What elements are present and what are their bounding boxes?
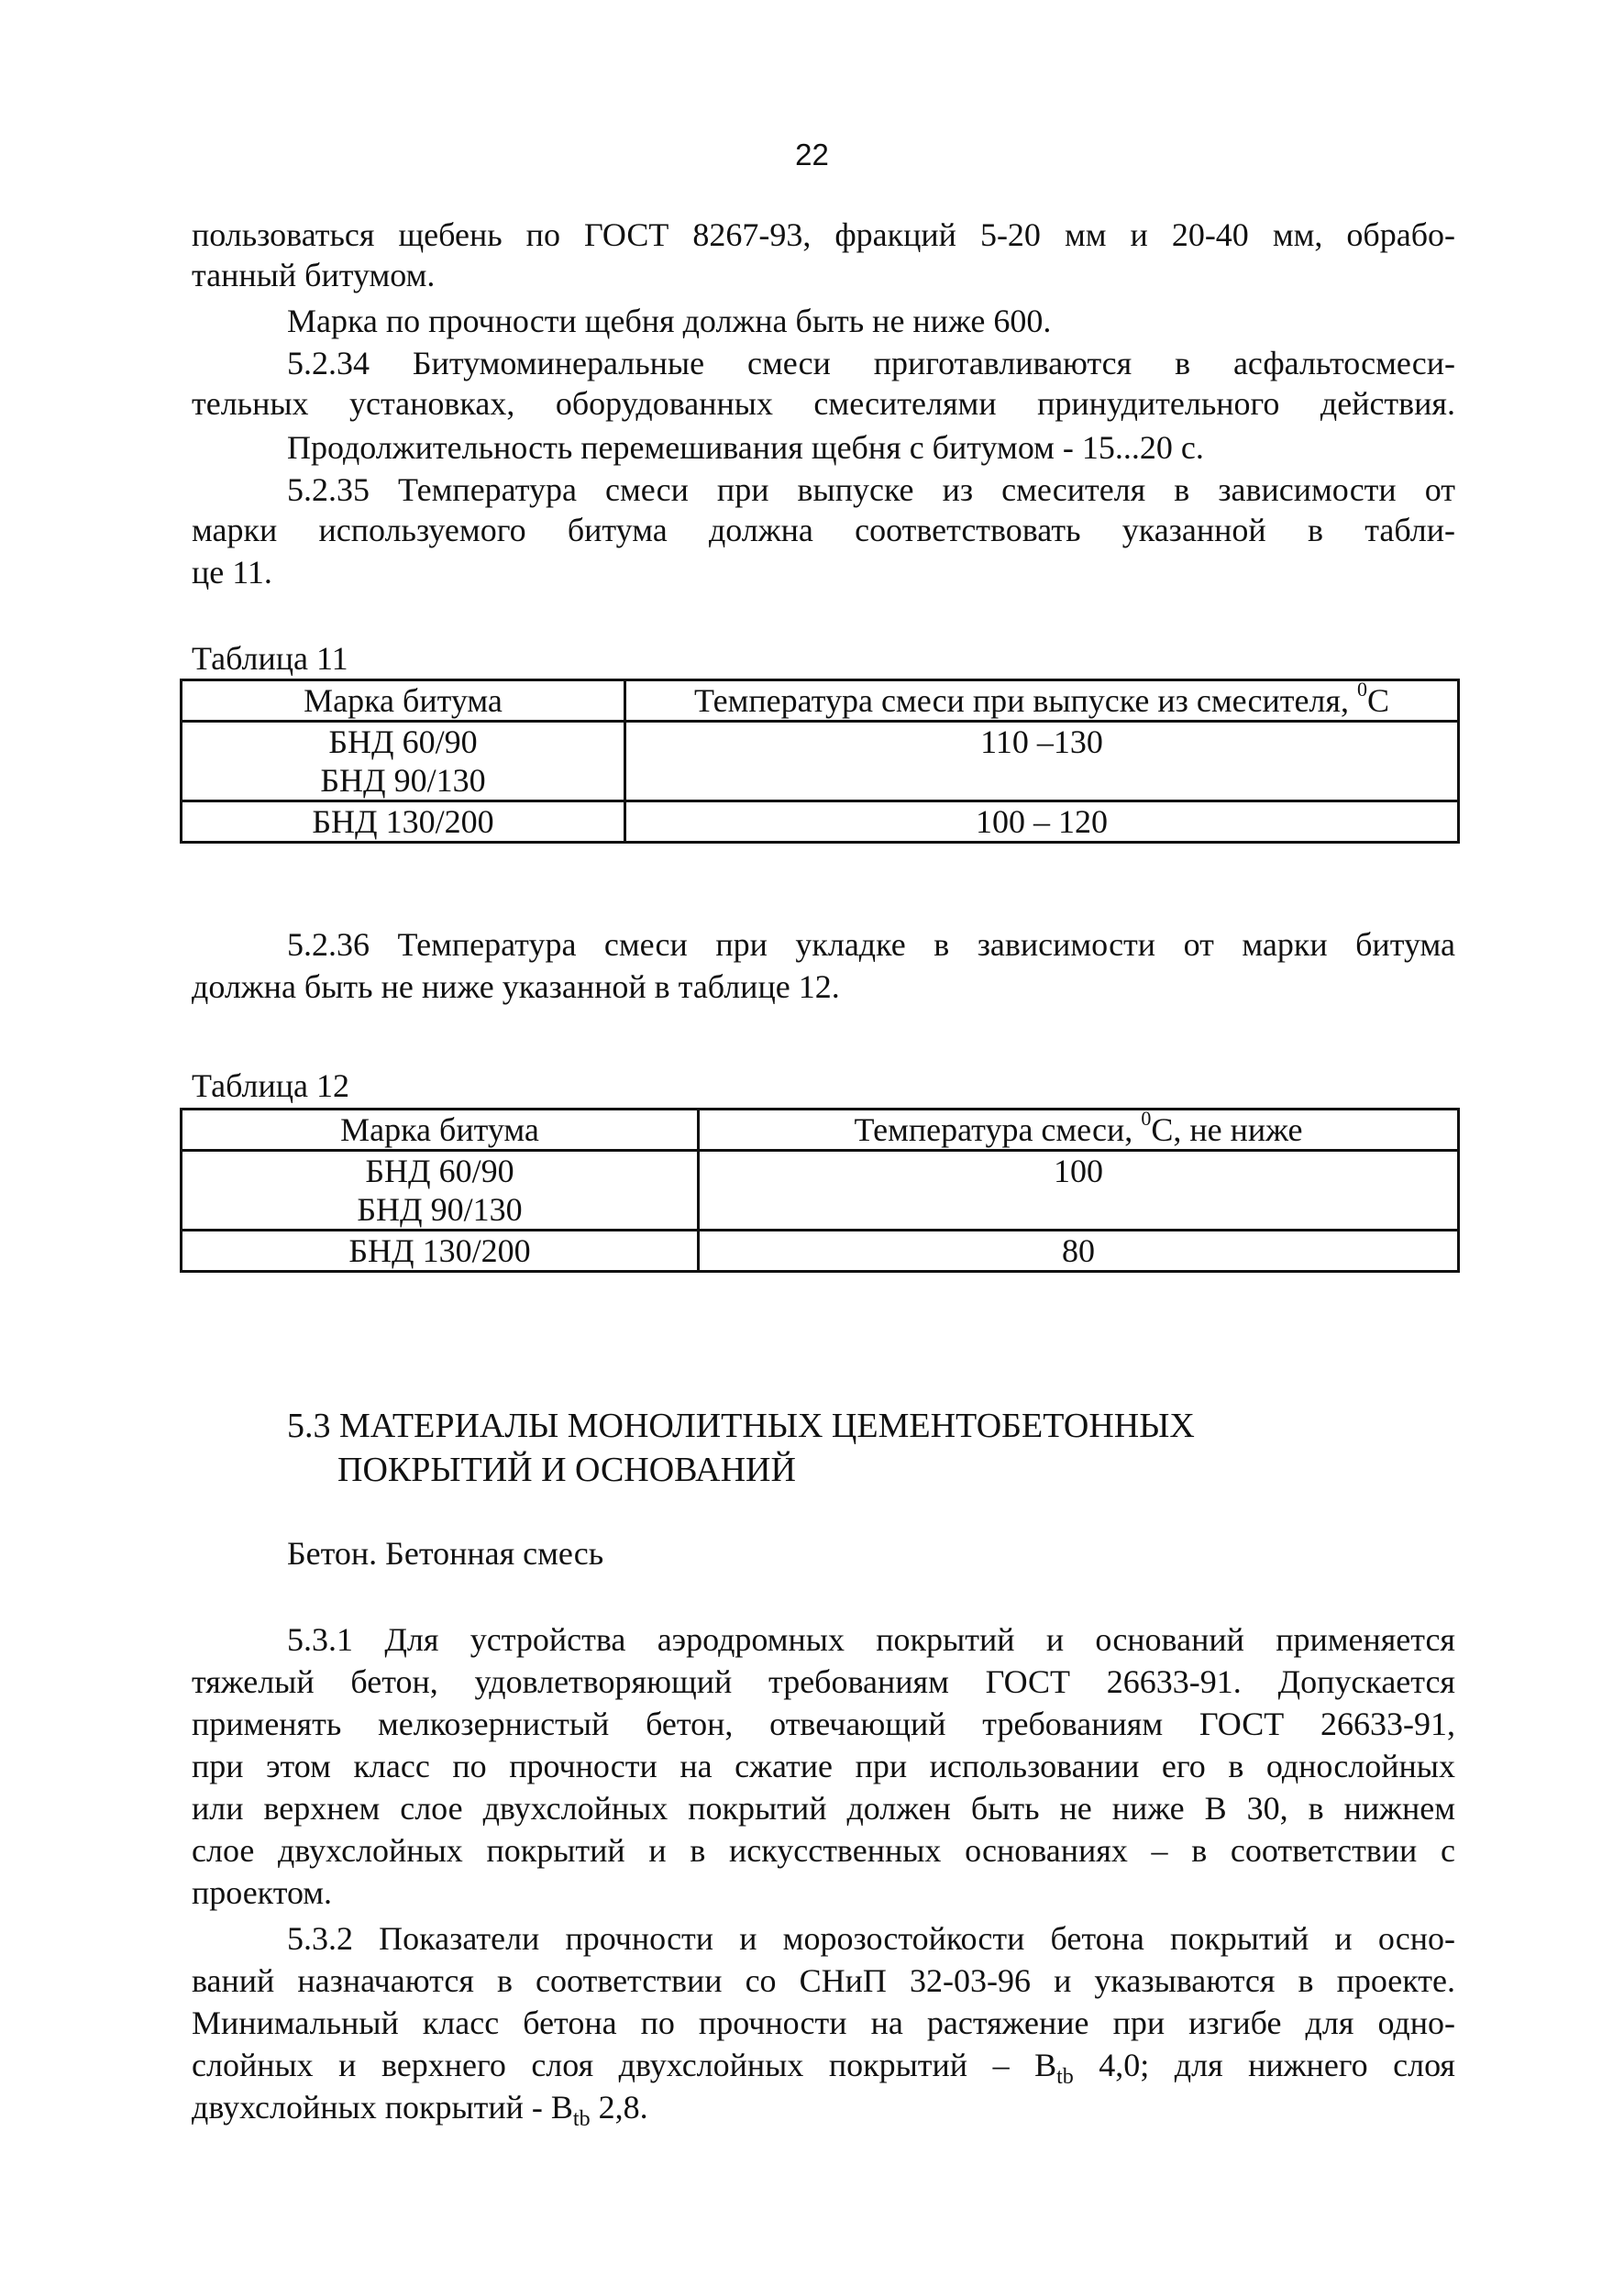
- table-11-grade-bnd-60-90: БНД 60/90: [328, 723, 478, 760]
- table-row: [182, 1231, 1459, 1272]
- table-11-cell-temp-2: 100 – 120: [625, 801, 1459, 843]
- table-12-header-bitumen-grade: Марка битума: [182, 1110, 699, 1151]
- table-row: [182, 1151, 1459, 1231]
- table-11-header-temperature-text: Температура смеси при выпуске из смесителя,: [694, 682, 1357, 719]
- table-row: [182, 722, 1459, 801]
- paragraph-5-3-2-line-5-subscript: tb: [572, 2107, 591, 2132]
- table-11-cell-grade-2: БНД 130/200: [182, 801, 625, 843]
- page-number: 22: [795, 138, 829, 171]
- table-12-caption: Таблица 12: [192, 1067, 349, 1104]
- paragraph-intro-line-2: танный битумом.: [192, 257, 436, 293]
- paragraph-intro-line-1: пользоваться щебень по ГОСТ 8267-93, фракций 5-20 мм и 20-40 мм, обрабо-: [192, 216, 1455, 253]
- table-11: [180, 679, 1460, 844]
- paragraph-5-2-35-line-3: це 11.: [192, 554, 272, 591]
- paragraph-5-3-2-line-4-tail: 4,0; для нижнего слоя: [1073, 2047, 1455, 2083]
- table-12-header-temperature: [699, 1107, 1459, 1151]
- paragraph-5-2-34-line-2: тельных установках, оборудованных смесителями принудительного действия.: [192, 385, 1455, 422]
- paragraph-5-3-1-line-7: проектом.: [192, 1874, 333, 1911]
- paragraph-5-3-1-line-2: тяжелый бетон, удовлетворяющий требованиям ГОСТ 26633-91. Допускается: [192, 1663, 1455, 1700]
- table-11-header-row: [182, 680, 1459, 722]
- paragraph-5-3-2-line-4-subscript: tb: [1056, 2065, 1074, 2090]
- paragraph-5-2-36-line-1: 5.2.36 Температура смеси при укладке в зависимости от марки битума: [287, 926, 1455, 963]
- paragraph-5-2-35-line-2: марки используемого битума должна соответствовать указанной в табли-: [192, 512, 1455, 548]
- paragraph-5-3-2-line-4: [192, 2045, 1455, 2090]
- table-11-header-unit: С: [1366, 682, 1389, 719]
- table-12-header-temperature-text: Температура смеси,: [854, 1111, 1142, 1148]
- paragraph-5-3-2-line-5-text: двухслойных покрытий - B: [192, 2089, 573, 2126]
- paragraph-5-3-2-line-3: Минимальный класс бетона по прочности на растяжение при изгибе для одно-: [192, 2004, 1455, 2041]
- table-11-header-bitumen-grade: Марка битума: [182, 680, 625, 722]
- section-heading-line-1: 5.3 МАТЕРИАЛЫ МОНОЛИТНЫХ ЦЕМЕНТОБЕТОННЫХ: [287, 1407, 1195, 1445]
- paragraph-5-3-2-line-5-tail: 2,8.: [590, 2089, 648, 2126]
- paragraph-5-2-35-line-1: 5.2.35 Температура смеси при выпуске из смесителя в зависимости от: [287, 471, 1455, 508]
- table-12-cell-temp-2: 80: [699, 1231, 1459, 1272]
- subheading: Бетон. Бетонная смесь: [287, 1535, 604, 1572]
- table-11-header-temperature: [625, 680, 1459, 722]
- paragraph-5-3-1-line-6: слое двухслойных покрытий и в искусственных основаниях – в соответствии с: [192, 1832, 1455, 1869]
- paragraph-5-3-1-line-3: применять мелкозернистый бетон, отвечающий требованиям ГОСТ 26633-91,: [192, 1706, 1455, 1742]
- table-11-header-degree: 0: [1356, 678, 1367, 701]
- table-12-cell-grade-2: БНД 130/200: [182, 1231, 699, 1272]
- paragraph-strength: Марка по прочности щебня должна быть не ниже 600.: [287, 303, 1052, 339]
- table-11-grade-bnd-90-130: БНД 90/130: [320, 762, 486, 799]
- table-11-caption: Таблица 11: [192, 640, 348, 677]
- paragraph-5-2-34-line-1: 5.2.34 Битумоминеральные смеси приготавливаются в асфальтосмеси-: [287, 345, 1455, 381]
- paragraph-5-3-2-line-5: [192, 2087, 648, 2132]
- paragraph-5-3-2-line-2: ваний назначаются в соответствии со СНиП 32-03-96 и указываются в проекте.: [192, 1962, 1455, 1999]
- table-row: [182, 801, 1459, 843]
- table-12-grade-bnd-90-130: БНД 90/130: [357, 1191, 523, 1228]
- table-11-cell-grade-1: [182, 722, 625, 801]
- table-12-grade-bnd-60-90: БНД 60/90: [365, 1153, 514, 1189]
- table-12-header-row: [182, 1110, 1459, 1151]
- table-12-header-unit: С, не ниже: [1151, 1111, 1303, 1148]
- paragraph-5-3-1-line-4: при этом класс по прочности на сжатие при использовании его в однослойных: [192, 1748, 1455, 1784]
- table-11-cell-temp-1: 110 –130: [625, 722, 1459, 801]
- paragraph-5-2-36-line-2: должна быть не ниже указанной в таблице 12.: [192, 968, 840, 1005]
- table-12: [180, 1108, 1460, 1273]
- section-heading-line-2: ПОКРЫТИЙ И ОСНОВАНИЙ: [337, 1451, 796, 1489]
- paragraph-5-3-2-line-1: 5.3.2 Показатели прочности и морозостойкости бетона покрытий и осно-: [287, 1920, 1455, 1957]
- table-12-cell-grade-1: [182, 1151, 699, 1231]
- paragraph-duration: Продолжительность перемешивания щебня с битумом - 15...20 с.: [287, 429, 1204, 466]
- table-12-cell-temp-1: 100: [699, 1151, 1459, 1231]
- paragraph-5-3-2-line-4-text: слойных и верхнего слоя двухслойных покрытий – B: [192, 2047, 1057, 2083]
- paragraph-5-3-1-line-1: 5.3.1 Для устройства аэродромных покрытий и оснований применяется: [287, 1621, 1455, 1658]
- paragraph-5-3-1-line-5: или верхнем слое двухслойных покрытий должен быть не ниже В 30, в нижнем: [192, 1790, 1455, 1827]
- table-12-header-degree: 0: [1141, 1107, 1152, 1130]
